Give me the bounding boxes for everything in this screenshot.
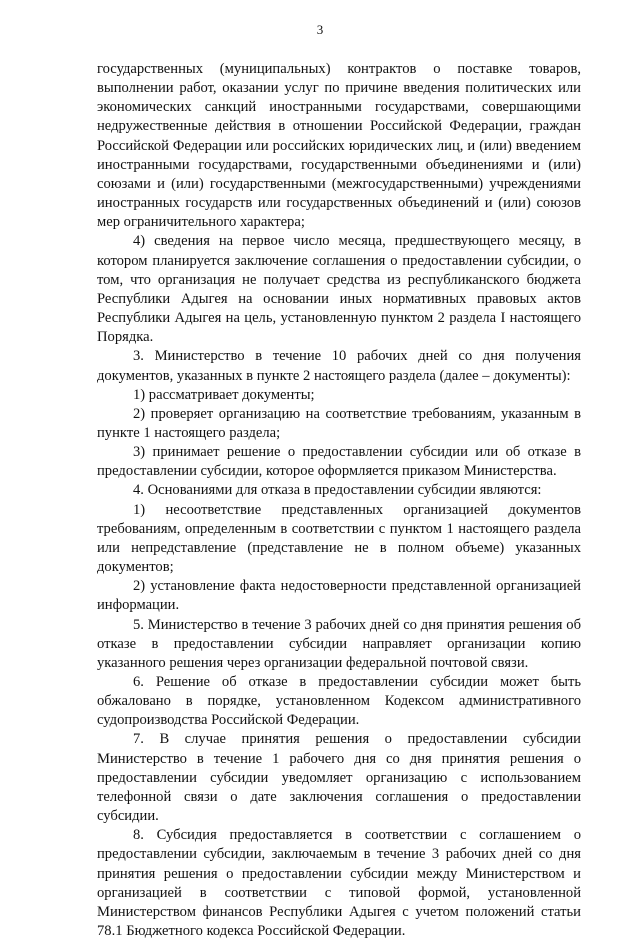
paragraph-section-8: 8. Субсидия предоставляется в соответствии с соглашением о предоставлении субсидии, заключаемым в течение 3 рабочих дней со дня принятия решения о предоставлении субсидии между Министерством и организацией в соответствии с типовой формой, установленной Министерством финансов Республики Адыгея с учетом положений статьи 78.1 Бюджетного кодекса Российской Федерации. [97, 827, 581, 940]
paragraph-3-item-3: 3) принимает решение о предоставлении субсидии или об отказе в предоставлении субсидии, которое оформляется приказом Министерства. [97, 444, 581, 480]
paragraph-section-4: 4. Основаниями для отказа в предоставлении субсидии являются: [133, 482, 542, 499]
paragraph-continuation: государственных (муниципальных) контрактов о поставке товаров, выполнении работ, оказании услуг по причине введения политических или экономических санкций иностранными государствами, совершающими недружественные действия в отношении Российской Федерации, граждан Российской Федерации или российских юридических лиц, и (или) введением иностранными государствами, государственными объединениями и (или) союзами и (или) государственными (межгосударственными) учреждениями иностранных государств или государственных объединений и (или) союзов мер ограничительного характера; [97, 61, 581, 231]
paragraph-section-5: 5. Министерство в течение 3 рабочих дней со дня принятия решения об отказе в предоставлении субсидии направляет организации копию указанного решения через организации федеральной почтовой связи. [97, 616, 581, 671]
paragraph-section-3: 3. Министерство в течение 10 рабочих дней со дня получения документов, указанных в пункте 2 настоящего раздела (далее – документы): [97, 348, 581, 384]
paragraph-3-item-1: 1) рассматривает документы; [133, 386, 315, 403]
document-body [97, 60, 581, 941]
paragraph-section-6: 6. Решение об отказе в предоставлении субсидии может быть обжаловано в порядке, установленном Кодексом административного судопроизводства Российской Федерации. [97, 674, 581, 729]
paragraph-4-item-2: 2) установление факта недостоверности представленной организацией информации. [97, 578, 581, 614]
paragraph-item-4: 4) сведения на первое число месяца, предшествующего месяцу, в котором планируется заключение соглашения о предоставлении субсидии, о том, что организация не получает средства из республиканского бюджета Республики Адыгея на основании иных нормативных правовых актов Республики Адыгея на цель, установленную пунктом 2 раздела I настоящего Порядка. [97, 233, 581, 346]
page-number: 3 [316, 22, 324, 37]
paragraph-section-7: 7. В случае принятия решения о предоставлении субсидии Министерство в течение 1 рабочего дня со дня принятия решения о предоставлении субсидии уведомляет организацию с использованием телефонной связи о дате заключения соглашения о предоставлении субсидии. [97, 731, 581, 825]
paragraph-3-item-2: 2) проверяет организацию на соответствие требованиям, указанным в пункте 1 настоящего раздела; [97, 405, 581, 441]
paragraph-4-item-1: 1) несоответствие представленных организацией документов требованиям, определенным в соответствии с пунктом 1 настоящего раздела или непредставление (представление не в полном объеме) указанных документов; [97, 501, 581, 576]
